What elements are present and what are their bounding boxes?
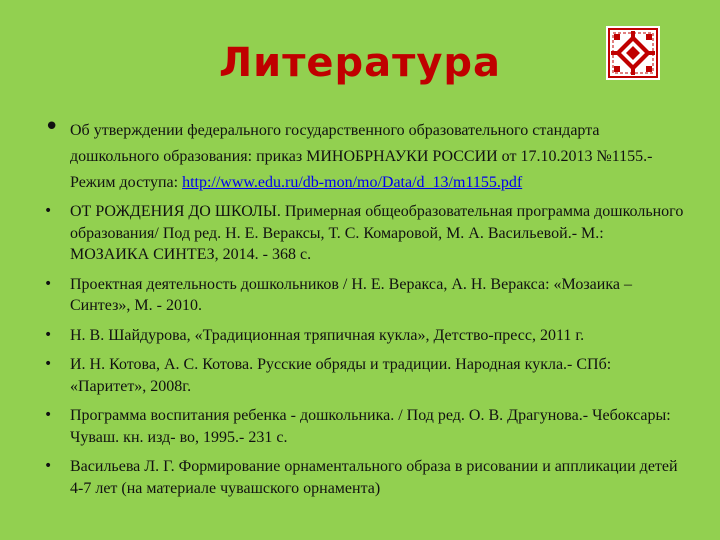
bullet-icon: • [44,458,53,474]
bullet-icon: • [44,407,53,423]
reference-text: ОТ РОЖДЕНИЯ ДО ШКОЛЫ. Примерная общеобразовательная программа дошкольного образования/ Под ред. Н. Е. Вераксы, Т. С. Комаровой, М. А. Васильевой.- М.: МОЗАИКА СИНТЕЗ, 2014. - 368 с. [70,203,684,263]
reference-text: Программа воспитания ребенка - дошкольника. / Под ред. О. В. Драгунова.- Чебоксары: Чуваш. кн. изд- во, 1995.- 231 с. [70,407,671,446]
list-item [44,112,684,196]
bullet-icon: • [44,203,53,219]
edu-ru-link[interactable]: http://www.edu.ru/db-mon/mo/Data/d_13/m1155.pdf [182,174,523,191]
list-item [44,274,684,317]
slide-title: Литература [218,40,502,86]
reference-text: Н. В. Шайдурова, «Традиционная тряпичная кукла», Детство-пресс, 2011 г. [70,326,585,344]
reference-text: Васильева Л. Г. Формирование орнаментального образа в рисовании и аппликации детей 4-7 лет (на материале чувашского орнамента) [70,458,678,497]
reference-text: Проектная деятельность дошкольников / Н. Е. Веракса, А. Н. Веракса: «Мозаика – Синтез», М. - 2010. [70,275,632,314]
list-item [44,405,684,448]
reference-text: Об утверждении федерального государственного образовательного стандарта дошкольного образования: приказ МИНОБРНАУКИ РОССИИ от 17.10.2013 №1155.- Режим доступа: [70,122,653,191]
list-item [44,325,684,347]
bullet-icon: • [44,112,60,142]
list-item [44,456,684,499]
bullet-icon: • [44,356,53,372]
bullet-icon: • [44,326,53,343]
reference-list [44,112,684,507]
reference-text: И. Н. Котова, А. С. Котова. Русские обряды и традиции. Народная кукла.- СПб: «Паритет», 2008г. [70,356,612,395]
list-item [44,354,684,397]
chuvash-ornament-icon [606,26,660,80]
bullet-icon: • [44,275,53,292]
list-item [44,201,684,266]
